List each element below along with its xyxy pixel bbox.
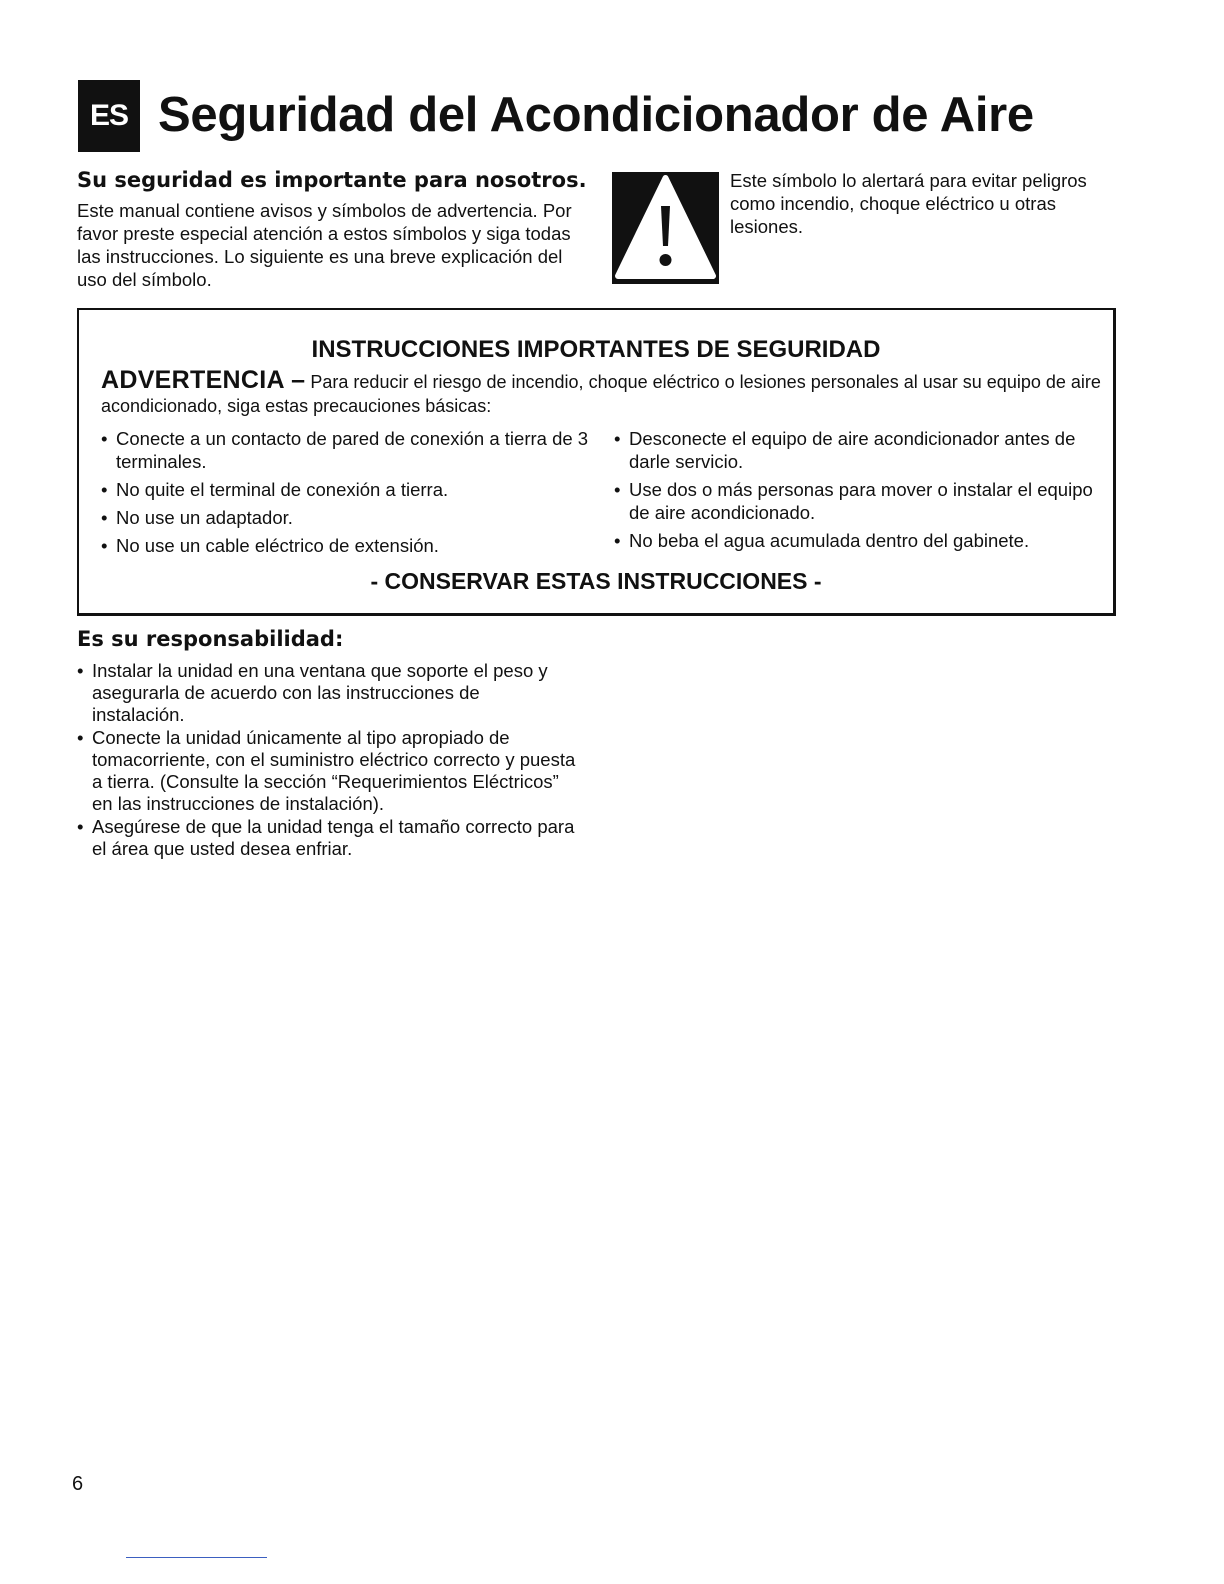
bullet-icon: • [77,660,84,681]
responsibility-heading: Es su responsabilidad: [77,627,344,651]
keep-instructions-line: - CONSERVAR ESTAS INSTRUCCIONES - [370,568,822,594]
page-number: 6 [72,1473,84,1495]
footer-rule [126,1557,267,1558]
bullet-icon: • [77,816,84,837]
intro-heading: Su seguridad es importante para nosotros. [77,168,587,192]
bullet-icon: • [77,727,84,748]
language-badge-label: ES [89,99,129,132]
page-title: Seguridad del Acondicionador de Aire [158,88,1034,142]
bullet-icon: • [101,507,108,528]
bullet-icon: • [101,479,108,500]
bullet-icon: • [614,530,621,551]
language-badge [78,80,140,152]
list-item: • Instalar la unidad en una ventana que soporte el peso y asegurarla de acuerdo con las instrucciones de instalación. [77,660,548,725]
bullet-icon: • [101,535,108,556]
warning-paragraph [101,368,1101,418]
precautions-right-list [614,427,1094,557]
list-item: • No beba el agua acumulada dentro del gabinete. [614,530,1030,551]
safety-box-title: INSTRUCCIONES IMPORTANTES DE SEGURIDAD [311,336,881,363]
symbol-note: Este símbolo lo alertará para evitar peligros como incendio, choque eléctrico u otras lesiones. [730,170,1087,237]
list-item: • Conecte la unidad únicamente al tipo apropiado de tomacorriente, con el suministro eléctrico correcto y puesta a tierra. (Consulte la sección “Requerimientos Eléctricos” en las instrucciones de instalación). [77,727,576,814]
list-item: • No quite el terminal de conexión a tierra. [101,479,449,500]
list-item: • Use dos o más personas para mover o instalar el equipo de aire acondicionado. [614,479,1093,523]
warning-triangle-icon [612,172,719,284]
precautions-left-list [101,427,601,562]
bullet-icon: • [614,428,621,449]
bullet-icon: • [614,479,621,500]
list-item: • Asegúrese de que la unidad tenga el tamaño correcto para el área que usted desea enfriar. [77,816,575,859]
list-item: • Conecte a un contacto de pared de conexión a tierra de 3 terminales. [101,428,589,472]
safety-instructions-box [77,308,1116,616]
list-item: • Desconecte el equipo de aire acondicionador antes de darle servicio. [614,428,1076,472]
bullet-icon: • [101,428,108,449]
list-item: • No use un cable eléctrico de extensión. [101,535,439,556]
responsibility-list [77,660,577,861]
intro-body: Este manual contiene avisos y símbolos de advertencia. Por favor preste especial atención a estos símbolos y siga todas las instrucciones. Lo siguiente es una breve explicación del uso del símbolo. [77,200,572,290]
warning-text: Para reducir el riesgo de incendio, choque eléctrico o lesiones personales al usar su equipo de aire acondicionado, siga estas precauciones básicas: [101,372,1101,416]
list-item: • No use un adaptador. [101,507,293,528]
warning-word: ADVERTENCIA – [101,366,306,394]
